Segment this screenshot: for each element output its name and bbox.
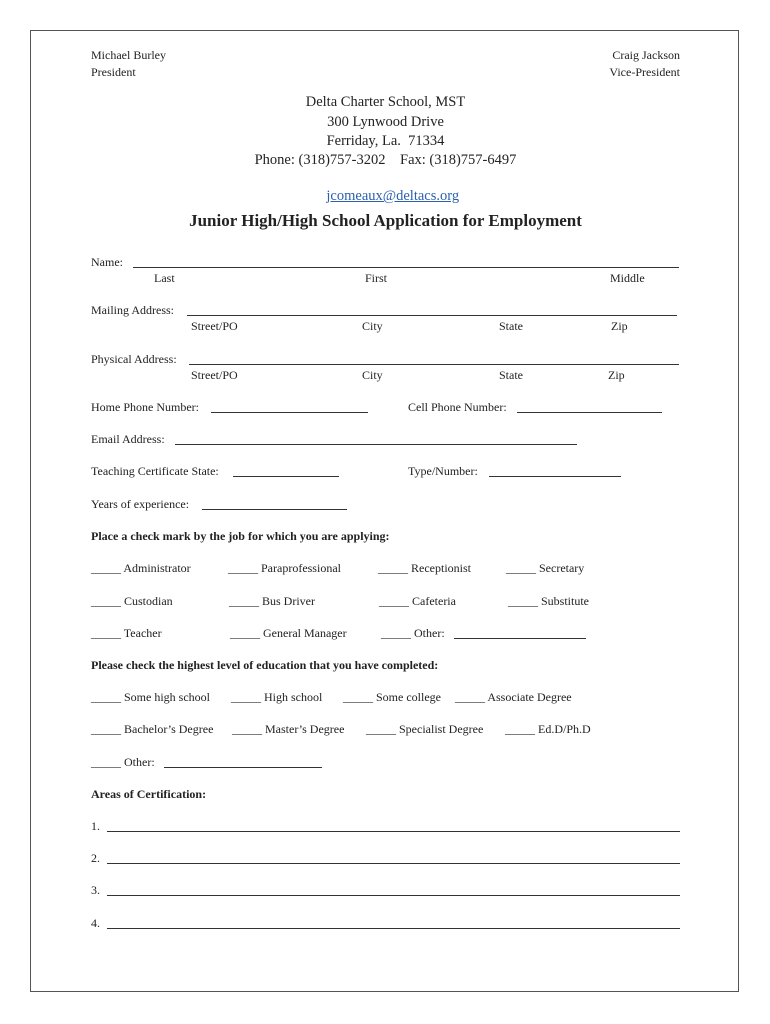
job-option-teacher[interactable]: _____ Teacher: [91, 626, 162, 640]
edu-option-other[interactable]: _____ Other:: [91, 755, 155, 769]
cert-area-number: 2.: [91, 851, 100, 865]
first-name-caption: First: [365, 271, 388, 285]
job-option-cafeteria[interactable]: _____ Cafeteria: [379, 594, 456, 608]
job-option-custodian[interactable]: _____ Custodian: [91, 594, 173, 608]
cert-area-field-4[interactable]: [107, 928, 680, 929]
school-city: Ferriday, La. 71334: [326, 133, 445, 149]
job-option-substitute[interactable]: _____ Substitute: [508, 594, 590, 608]
type-number-label: Type/Number:: [408, 464, 478, 478]
email-label: Email Address:: [91, 432, 165, 446]
middle-name-caption: Middle: [610, 271, 645, 285]
experience-label: Years of experience:: [91, 497, 190, 511]
edu-option-some-college[interactable]: _____ Some college: [343, 690, 441, 704]
cell-phone-label: Cell Phone Number:: [408, 400, 507, 414]
edu-option-specialist[interactable]: _____ Specialist Degree: [366, 722, 484, 736]
email-field[interactable]: [175, 444, 577, 445]
name-label: Name:: [91, 255, 123, 269]
physical-address-label: Physical Address:: [91, 352, 177, 366]
mailing-street-caption: Street/PO: [191, 319, 238, 333]
edu-other-field[interactable]: [164, 767, 322, 768]
cell-phone-field[interactable]: [517, 412, 662, 413]
cert-area-number: 1.: [91, 819, 100, 833]
mailing-city-caption: City: [362, 319, 383, 333]
jobs-heading: Place a check mark by the job for which you are applying:: [91, 529, 390, 543]
cert-area-number: 4.: [91, 916, 100, 930]
cert-area-field-2[interactable]: [107, 863, 680, 864]
job-option-bus-driver[interactable]: _____ Bus Driver: [229, 594, 315, 608]
mailing-state-caption: State: [499, 319, 523, 333]
experience-field[interactable]: [202, 509, 347, 510]
physical-street-caption: Street/PO: [191, 368, 238, 382]
mailing-zip-caption: Zip: [611, 319, 628, 333]
school-phone-fax: Phone: (318)757-3202 Fax: (318)757-6497: [254, 152, 517, 168]
president-name: Michael Burley: [91, 48, 166, 62]
physical-address-field[interactable]: [189, 364, 679, 365]
job-option-paraprofessional[interactable]: _____ Paraprofessional: [228, 561, 341, 575]
job-other-field[interactable]: [454, 638, 586, 639]
type-number-field[interactable]: [489, 476, 621, 477]
edu-option-doctorate[interactable]: _____ Ed.D/Ph.D: [505, 722, 591, 736]
mailing-address-label: Mailing Address:: [91, 303, 174, 317]
president-title: President: [91, 65, 136, 79]
cert-area-field-1[interactable]: [107, 831, 680, 832]
edu-option-masters[interactable]: _____ Master’s Degree: [232, 722, 345, 736]
form-title: Junior High/High School Application for Employment: [189, 211, 582, 230]
mailing-address-field[interactable]: [187, 315, 677, 316]
edu-option-associate-degree[interactable]: _____ Associate Degree: [455, 690, 572, 704]
job-option-administrator[interactable]: _____ Administrator: [91, 561, 191, 575]
physical-city-caption: City: [362, 368, 383, 382]
school-name: Delta Charter School, MST: [305, 94, 466, 110]
cert-state-label: Teaching Certificate State:: [91, 464, 219, 478]
physical-zip-caption: Zip: [608, 368, 625, 382]
edu-option-high-school[interactable]: _____ High school: [231, 690, 323, 704]
home-phone-field[interactable]: [211, 412, 368, 413]
form-page: [30, 30, 739, 992]
job-option-general-manager[interactable]: _____ General Manager: [230, 626, 347, 640]
cert-area-field-3[interactable]: [107, 895, 680, 896]
school-street: 300 Lynwood Drive: [327, 114, 444, 130]
vice-president-name: Craig Jackson: [612, 48, 680, 62]
edu-option-bachelors[interactable]: _____ Bachelor’s Degree: [91, 722, 214, 736]
vice-president-title: Vice-President: [609, 65, 680, 79]
job-option-other[interactable]: _____ Other:: [381, 626, 445, 640]
edu-option-some-high-school[interactable]: _____ Some high school: [91, 690, 210, 704]
certification-heading: Areas of Certification:: [91, 787, 207, 801]
job-option-receptionist[interactable]: _____ Receptionist: [378, 561, 471, 575]
last-name-caption: Last: [154, 271, 175, 285]
physical-state-caption: State: [499, 368, 523, 382]
cert-state-field[interactable]: [233, 476, 339, 477]
job-option-secretary[interactable]: _____ Secretary: [506, 561, 585, 575]
home-phone-label: Home Phone Number:: [91, 400, 199, 414]
school-email-link[interactable]: jcomeaux@deltacs.org: [326, 188, 460, 204]
name-field[interactable]: [133, 267, 679, 268]
education-heading: Please check the highest level of education that you have completed:: [91, 658, 439, 672]
cert-area-number: 3.: [91, 883, 100, 897]
